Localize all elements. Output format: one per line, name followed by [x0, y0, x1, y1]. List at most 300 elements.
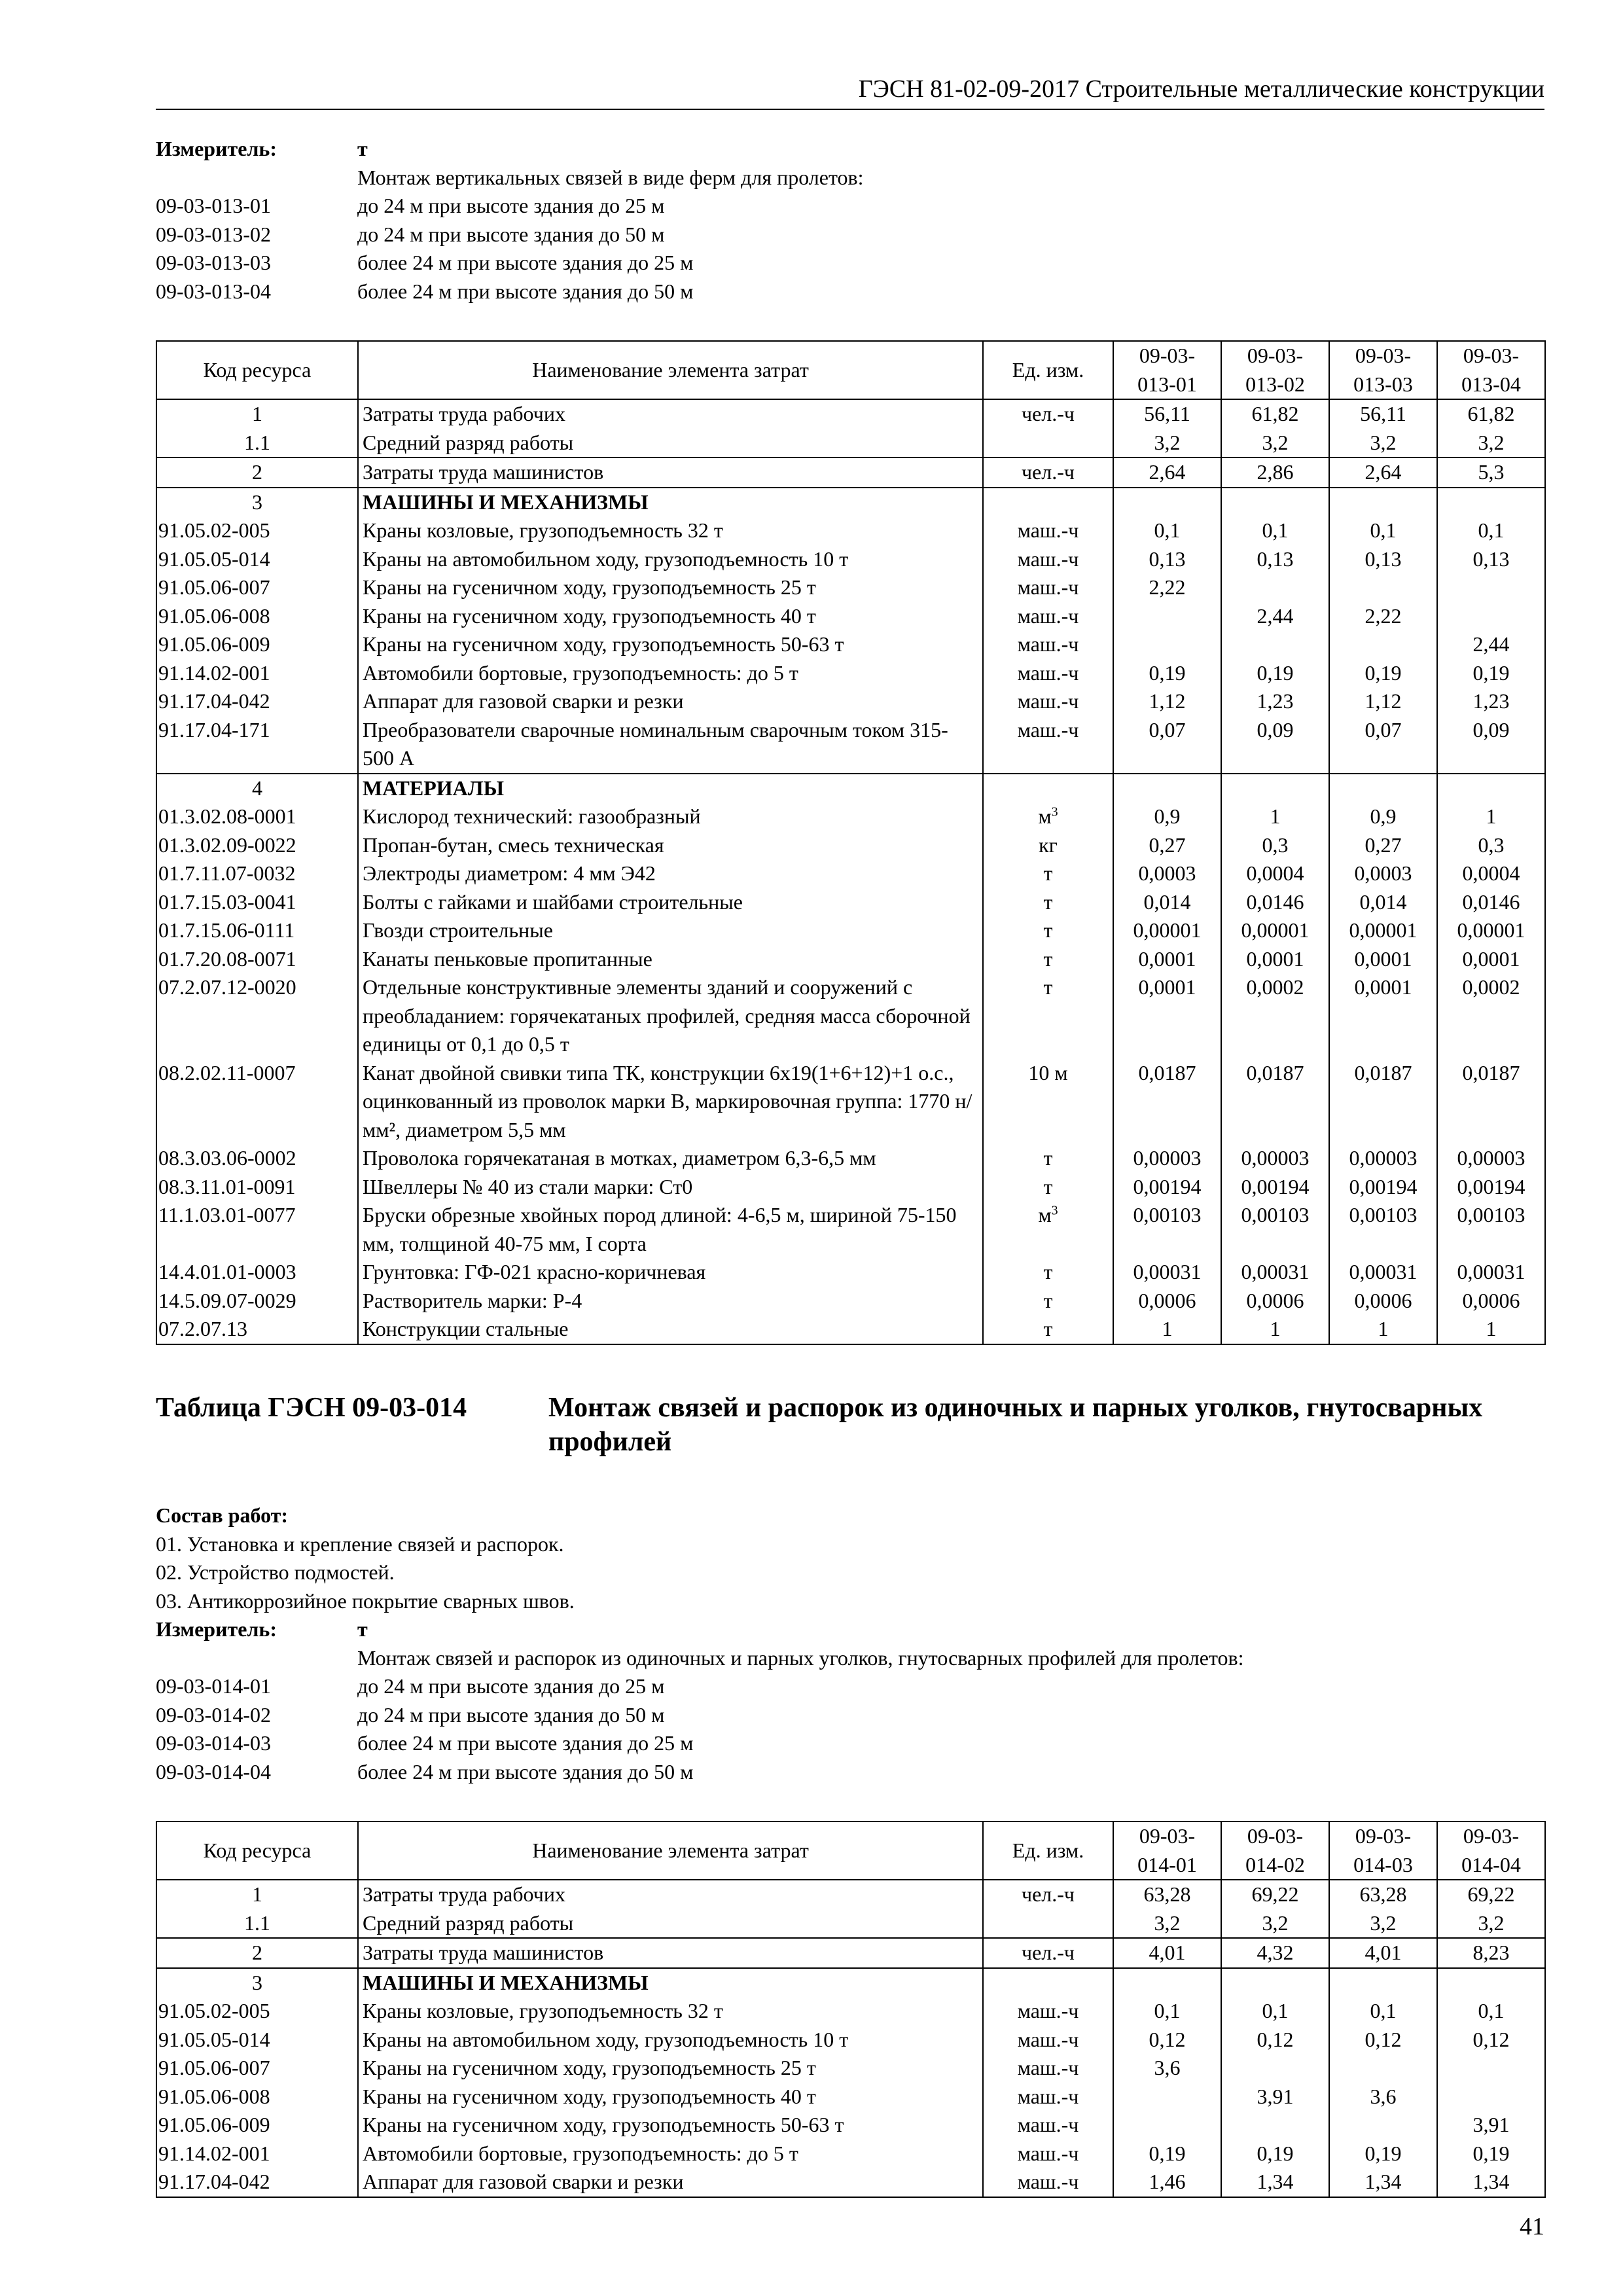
- resource-code: 1: [156, 1880, 358, 1909]
- unit-text: маш.-ч: [1017, 632, 1079, 656]
- header-norm-code: [1329, 1821, 1437, 1880]
- resource-name: Болты с гайками и шайбами строительные: [358, 888, 983, 917]
- resource-code: 08.3.11.01-0091: [156, 1173, 358, 1202]
- resource-name: Затраты труда машинистов: [358, 1938, 983, 1968]
- norm-value: 0,1: [1113, 1997, 1221, 2026]
- table-row: [156, 399, 1545, 429]
- norm-value: 0,00003: [1221, 1144, 1329, 1173]
- resource-name: МАТЕРИАЛЫ: [358, 774, 983, 803]
- unit-text: маш.-ч: [1017, 717, 1079, 742]
- resource-unit: [983, 687, 1113, 716]
- norm-value: [1113, 1968, 1221, 1998]
- norm-value: 0,00103: [1113, 1201, 1221, 1258]
- resource-unit: [983, 1997, 1113, 2026]
- norm-value: [1113, 602, 1221, 631]
- resource-name: Краны козловые, грузоподъемность 32 т: [358, 1997, 983, 2026]
- meter-text: более 24 м при высоте здания до 25 м: [357, 251, 694, 274]
- meter-text: более 24 м при высоте здания до 25 м: [357, 1731, 694, 1755]
- unit-text: маш.-ч: [1017, 1999, 1079, 2022]
- meter-code: 09-03-013-02: [156, 222, 271, 246]
- norm-value: [1221, 488, 1329, 517]
- norm-value: 0,19: [1221, 659, 1329, 688]
- table-row: [156, 2111, 1545, 2140]
- meter-label: Измеритель:: [156, 137, 277, 160]
- norm-value: 3,6: [1329, 2083, 1437, 2111]
- resource-name: Грунтовка: ГФ-021 красно-коричневая: [358, 1258, 983, 1287]
- norm-value: 0,19: [1329, 659, 1437, 688]
- unit-text: чел.-ч: [1021, 1941, 1075, 1964]
- norms-table-013: [156, 340, 1546, 1345]
- norm-value: [1113, 774, 1221, 803]
- norm-value: 1,12: [1113, 687, 1221, 716]
- norm-value: [1437, 488, 1545, 517]
- table-row: [156, 1938, 1545, 1968]
- resource-unit: [983, 630, 1113, 659]
- resource-code: 91.05.06-009: [156, 630, 358, 659]
- header-name: Наименование элемента затрат: [358, 341, 983, 399]
- norm-value: 0,0006: [1221, 1287, 1329, 1316]
- norm-value: [1437, 573, 1545, 602]
- norm-value: 1,34: [1221, 2168, 1329, 2197]
- norm-value: [1221, 573, 1329, 602]
- table-row: [156, 457, 1545, 488]
- resource-unit: [983, 2083, 1113, 2111]
- resource-unit: [983, 1938, 1113, 1968]
- table-row: [156, 1258, 1545, 1287]
- norm-value: 0,00103: [1329, 1201, 1437, 1258]
- norm-value: [1113, 2111, 1221, 2140]
- norm-value: [1329, 630, 1437, 659]
- resource-code: 1.1: [156, 1909, 358, 1939]
- resource-unit: [983, 802, 1113, 831]
- header-name: Наименование элемента затрат: [358, 1821, 983, 1880]
- norm-value: 0,1: [1437, 1997, 1545, 2026]
- norm-value: 3,91: [1221, 2083, 1329, 2111]
- resource-name: Краны на гусеничном ходу, грузоподъемность 25 т: [358, 573, 983, 602]
- norm-value: 3,2: [1221, 1909, 1329, 1939]
- norm-value: [1437, 774, 1545, 803]
- norms-table-014: [156, 1821, 1546, 2198]
- norm-value: [1329, 2111, 1437, 2140]
- resource-name: Краны на гусеничном ходу, грузоподъемность 50-63 т: [358, 630, 983, 659]
- table-row: [156, 573, 1545, 602]
- resource-code: 1.1: [156, 429, 358, 458]
- norm-value: 0,0004: [1437, 859, 1545, 888]
- resource-name: Электроды диаметром: 4 мм Э42: [358, 859, 983, 888]
- header-code: Код ресурса: [156, 341, 358, 399]
- header-unit: Ед. изм.: [983, 1821, 1113, 1880]
- composition-item: 01. Установка и крепление связей и распорок.: [156, 1532, 564, 1556]
- norm-value: 0,00001: [1437, 916, 1545, 945]
- norm-value: 0,1: [1113, 516, 1221, 545]
- norm-value: 3,2: [1437, 1909, 1545, 1939]
- header-norm-code-b: 014-01: [1137, 1852, 1197, 1876]
- norm-value: 0,27: [1329, 831, 1437, 860]
- norm-value: 61,82: [1437, 399, 1545, 429]
- resource-code: 01.7.11.07-0032: [156, 859, 358, 888]
- resource-code: 91.05.06-009: [156, 2111, 358, 2140]
- resource-name: Швеллеры № 40 из стали марки: Ст0: [358, 1173, 983, 1202]
- meter-text: более 24 м при высоте здания до 50 м: [357, 1759, 694, 1784]
- resource-name: МАШИНЫ И МЕХАНИЗМЫ: [358, 488, 983, 517]
- table-row: [156, 488, 1545, 517]
- meter-text: до 24 м при высоте здания до 25 м: [357, 1674, 665, 1698]
- resource-code: 08.2.02.11-0007: [156, 1059, 358, 1145]
- header-unit: Ед. изм.: [983, 341, 1113, 399]
- work-composition: [156, 1501, 575, 1615]
- norm-value: 2,44: [1221, 602, 1329, 631]
- meter-text: более 24 м при высоте здания до 50 м: [357, 279, 694, 303]
- resource-code: 3: [156, 488, 358, 517]
- header-norm-code-b: 014-02: [1245, 1852, 1305, 1876]
- norm-value: 1,34: [1329, 2168, 1437, 2197]
- norm-value: 0,19: [1221, 2140, 1329, 2168]
- resource-code: 2: [156, 1938, 358, 1968]
- unit-text: маш.-ч: [1017, 689, 1079, 713]
- unit-text: 10 м: [1028, 1060, 1068, 1085]
- norm-value: [1437, 2054, 1545, 2083]
- table-caption: Монтаж связей и распорок из одиночных и парных уголков, гнутосварных профилей: [548, 1393, 1483, 1457]
- header-norm-code-a: 09-03-: [1463, 1824, 1520, 1848]
- norm-value: 0,1: [1329, 1997, 1437, 2026]
- norm-value: 1: [1113, 1315, 1221, 1344]
- table-row: [156, 716, 1545, 774]
- resource-code: 11.1.03.01-0077: [156, 1201, 358, 1258]
- norm-value: 0,09: [1437, 716, 1545, 774]
- resource-unit: [983, 545, 1113, 574]
- norm-value: [1221, 2111, 1329, 2140]
- header-norm-code-a: 09-03-: [1463, 344, 1520, 367]
- header-norm-code: [1221, 1821, 1329, 1880]
- resource-unit: [983, 602, 1113, 631]
- resource-code: 91.05.05-014: [156, 2026, 358, 2054]
- table-row: [156, 630, 1545, 659]
- norm-value: 0,3: [1221, 831, 1329, 860]
- norm-value: 0,12: [1437, 2026, 1545, 2054]
- resource-code: 4: [156, 774, 358, 803]
- resource-code: 01.3.02.08-0001: [156, 802, 358, 831]
- meter-code: 09-03-013-01: [156, 194, 271, 217]
- norm-value: 2,64: [1113, 457, 1221, 488]
- table-row: [156, 659, 1545, 688]
- table-row: [156, 1968, 1545, 1998]
- meter-intro: Монтаж вертикальных связей в виде ферм для пролетов:: [357, 165, 864, 189]
- norm-value: 0,0006: [1437, 1287, 1545, 1316]
- unit-text: т: [1043, 1146, 1053, 1170]
- norm-value: [1329, 573, 1437, 602]
- norm-value: 0,07: [1329, 716, 1437, 774]
- table-row: [156, 945, 1545, 974]
- norm-value: 0,19: [1113, 2140, 1221, 2168]
- norm-value: 0,19: [1437, 2140, 1545, 2168]
- resource-name: Бруски обрезные хвойных пород длиной: 4-6,5 м, шириной 75-150 мм, толщиной 40-75 мм, I сорта: [358, 1201, 983, 1258]
- resource-code: 91.05.06-008: [156, 602, 358, 631]
- norm-value: 0,00031: [1221, 1258, 1329, 1287]
- resource-name: Аппарат для газовой сварки и резки: [358, 2168, 983, 2197]
- resource-name: Краны на гусеничном ходу, грузоподъемность 40 т: [358, 2083, 983, 2111]
- table-row: [156, 973, 1545, 1059]
- resource-name: МАШИНЫ И МЕХАНИЗМЫ: [358, 1968, 983, 1998]
- unit-text: т: [1043, 1317, 1053, 1340]
- unit-text: маш.-ч: [1017, 547, 1079, 571]
- resource-code: 07.2.07.12-0020: [156, 973, 358, 1059]
- table-row: [156, 545, 1545, 574]
- norm-value: 63,28: [1329, 1880, 1437, 1909]
- norm-value: 0,13: [1437, 545, 1545, 574]
- table-row: [156, 1909, 1545, 1939]
- resource-code: 01.7.20.08-0071: [156, 945, 358, 974]
- header-norm-code: [1221, 341, 1329, 399]
- resource-unit: [983, 2026, 1113, 2054]
- resource-unit: [983, 831, 1113, 860]
- resource-code: 01.7.15.06-0111: [156, 916, 358, 945]
- resource-code: 3: [156, 1968, 358, 1998]
- resource-unit: [983, 659, 1113, 688]
- norm-value: 0,00103: [1221, 1201, 1329, 1258]
- composition-label: Состав работ:: [156, 1503, 289, 1527]
- unit-text: т: [1043, 861, 1053, 885]
- norm-value: 0,12: [1113, 2026, 1221, 2054]
- norm-value: 0,0002: [1437, 973, 1545, 1059]
- norm-value: 0,13: [1329, 545, 1437, 574]
- norm-value: 0,0187: [1113, 1059, 1221, 1145]
- meter-code: 09-03-013-04: [156, 279, 271, 303]
- norm-value: 0,00001: [1113, 916, 1221, 945]
- norm-value: 0,0146: [1437, 888, 1545, 917]
- meter-intro: Монтаж связей и распорок из одиночных и парных уголков, гнутосварных профилей для пролетов:: [357, 1645, 1244, 1670]
- resource-name: Аппарат для газовой сварки и резки: [358, 687, 983, 716]
- resource-name: Затраты труда рабочих: [358, 1880, 983, 1909]
- resource-unit: [983, 1968, 1113, 1998]
- resource-name: Проволока горячекатаная в мотках, диаметром 6,3-6,5 мм: [358, 1144, 983, 1173]
- norm-value: [1437, 1968, 1545, 1998]
- meter-code: 09-03-013-03: [156, 251, 271, 274]
- header-norm-code: [1329, 341, 1437, 399]
- meter-code: 09-03-014-02: [156, 1702, 271, 1727]
- composition-item: 02. Устройство подмостей.: [156, 1560, 395, 1584]
- table-header-row: [156, 1821, 1545, 1880]
- norm-value: [1113, 488, 1221, 517]
- table-row: [156, 774, 1545, 803]
- norm-value: 0,0003: [1113, 859, 1221, 888]
- unit-text: чел.-ч: [1021, 460, 1075, 484]
- norm-value: 0,1: [1437, 516, 1545, 545]
- resource-unit: [983, 945, 1113, 974]
- norm-value: 2,22: [1329, 602, 1437, 631]
- resource-name: Краны на гусеничном ходу, грузоподъемность 50-63 т: [358, 2111, 983, 2140]
- resource-code: 91.05.05-014: [156, 545, 358, 574]
- norm-value: 0,0187: [1221, 1059, 1329, 1145]
- unit-superscript: 3: [1051, 804, 1058, 819]
- resource-unit: [983, 516, 1113, 545]
- resource-name: Пропан-бутан, смесь техническая: [358, 831, 983, 860]
- norm-value: [1221, 1968, 1329, 1998]
- table-row: [156, 1201, 1545, 1258]
- table-row: [156, 859, 1545, 888]
- unit-text: м: [1038, 1203, 1052, 1227]
- unit-text: маш.-ч: [1017, 2084, 1079, 2108]
- norm-value: 1: [1437, 1315, 1545, 1344]
- resource-unit: [983, 2168, 1113, 2197]
- resource-unit: [983, 1144, 1113, 1173]
- norm-value: 1,34: [1437, 2168, 1545, 2197]
- resource-name: Средний разряд работы: [358, 429, 983, 458]
- norm-value: 61,82: [1221, 399, 1329, 429]
- header-norm-code: [1113, 341, 1221, 399]
- norm-value: 0,07: [1113, 716, 1221, 774]
- table-row: [156, 1880, 1545, 1909]
- norm-value: 3,2: [1437, 429, 1545, 458]
- norm-value: 0,13: [1113, 545, 1221, 574]
- resource-unit: [983, 429, 1113, 458]
- resource-code: 91.17.04-042: [156, 2168, 358, 2197]
- resource-name: Гвозди строительные: [358, 916, 983, 945]
- meter-block-1: [156, 135, 1544, 306]
- resource-unit: [983, 573, 1113, 602]
- norm-value: 0,0187: [1329, 1059, 1437, 1145]
- table-row: [156, 1997, 1545, 2026]
- norm-value: 0,00031: [1437, 1258, 1545, 1287]
- meter-unit: т: [357, 137, 368, 160]
- norm-value: 0,00031: [1113, 1258, 1221, 1287]
- resource-unit: [983, 1287, 1113, 1316]
- norm-value: 3,91: [1437, 2111, 1545, 2140]
- composition-item: 03. Антикоррозийное покрытие сварных швов.: [156, 1588, 575, 1613]
- resource-unit: [983, 2054, 1113, 2083]
- norm-value: [1221, 2054, 1329, 2083]
- header-norm-code-a: 09-03-: [1139, 1824, 1196, 1848]
- norm-value: 4,01: [1329, 1938, 1437, 1968]
- norm-value: 0,0146: [1221, 888, 1329, 917]
- norm-value: 0,0001: [1329, 973, 1437, 1059]
- norm-value: 3,2: [1113, 429, 1221, 458]
- norm-value: 1,12: [1329, 687, 1437, 716]
- norm-value: [1221, 774, 1329, 803]
- norm-value: 1,23: [1221, 687, 1329, 716]
- norm-value: 0,9: [1113, 802, 1221, 831]
- table-row: [156, 1315, 1545, 1344]
- resource-unit: [983, 488, 1113, 517]
- unit-text: т: [1043, 889, 1053, 914]
- unit-text: маш.-ч: [1017, 2141, 1079, 2165]
- page-header: [156, 73, 1544, 110]
- norm-value: 0,00001: [1329, 916, 1437, 945]
- norm-value: 1,23: [1437, 687, 1545, 716]
- table-row: [156, 2083, 1545, 2111]
- norm-value: 0,27: [1113, 831, 1221, 860]
- norm-value: 0,1: [1221, 516, 1329, 545]
- header-norm-code-a: 09-03-: [1247, 344, 1304, 367]
- resource-code: 08.3.03.06-0002: [156, 1144, 358, 1173]
- table-number: Таблица ГЭСН 09-03-014: [156, 1393, 467, 1423]
- norm-value: 0,00001: [1221, 916, 1329, 945]
- resource-unit: [983, 888, 1113, 917]
- resource-name: Канаты пеньковые пропитанные: [358, 945, 983, 974]
- norm-value: 3,2: [1329, 429, 1437, 458]
- resource-unit: [983, 457, 1113, 488]
- norm-value: 0,0001: [1437, 945, 1545, 974]
- table-row: [156, 1144, 1545, 1173]
- norm-value: 0,014: [1113, 888, 1221, 917]
- norm-value: 0,0002: [1221, 973, 1329, 1059]
- resource-code: 91.05.06-007: [156, 2054, 358, 2083]
- norm-value: 0,0187: [1437, 1059, 1545, 1145]
- norm-value: 0,00003: [1329, 1144, 1437, 1173]
- resource-unit: [983, 1880, 1113, 1909]
- resource-unit: [983, 1909, 1113, 1939]
- table-row: [156, 2140, 1545, 2168]
- header-norm-code: [1437, 341, 1545, 399]
- resource-unit: [983, 1201, 1113, 1258]
- unit-text: т: [1043, 975, 1053, 999]
- norm-value: 0,09: [1221, 716, 1329, 774]
- resource-name: Краны на гусеничном ходу, грузоподъемность 25 т: [358, 2054, 983, 2083]
- norm-value: 1: [1437, 802, 1545, 831]
- norm-value: 0,00003: [1437, 1144, 1545, 1173]
- resource-name: Отдельные конструктивные элементы зданий и сооружений с преобладанием: горячекатаных профилей, средняя масса сборочной единицы от 0,1 до 0,5 т: [358, 973, 983, 1059]
- resource-code: 91.05.02-005: [156, 516, 358, 545]
- norm-value: 0,12: [1221, 2026, 1329, 2054]
- norm-value: 1: [1221, 1315, 1329, 1344]
- norm-value: [1437, 2083, 1545, 2111]
- header-code: Код ресурса: [156, 1821, 358, 1880]
- header-norm-code-a: 09-03-: [1355, 344, 1412, 367]
- resource-unit: [983, 1059, 1113, 1145]
- resource-code: 2: [156, 457, 358, 488]
- header-norm-code-b: 013-04: [1461, 372, 1521, 396]
- norm-value: 0,1: [1221, 1997, 1329, 2026]
- unit-text: чел.-ч: [1021, 402, 1075, 425]
- resource-unit: [983, 973, 1113, 1059]
- meter-code: 09-03-014-01: [156, 1674, 271, 1698]
- resource-name: Затраты труда рабочих: [358, 399, 983, 429]
- norm-value: 4,01: [1113, 1938, 1221, 1968]
- resource-unit: [983, 2111, 1113, 2140]
- norm-value: [1437, 602, 1545, 631]
- table-row: [156, 687, 1545, 716]
- norm-value: 0,014: [1329, 888, 1437, 917]
- meter-unit: т: [357, 1617, 368, 1641]
- table-row: [156, 602, 1545, 631]
- norm-value: 0,9: [1329, 802, 1437, 831]
- resource-name: Канат двойной свивки типа ТК, конструкции 6х19(1+6+12)+1 о.с., оцинкованный из проволок марки В, маркировочная группа: 1770 н/мм², диаметром 5,5 мм: [358, 1059, 983, 1145]
- norm-value: 3,2: [1113, 1909, 1221, 1939]
- table-row: [156, 1059, 1545, 1145]
- unit-text: маш.-ч: [1017, 2056, 1079, 2079]
- norm-value: 2,44: [1437, 630, 1545, 659]
- resource-unit: [983, 399, 1113, 429]
- resource-name: Растворитель марки: Р-4: [358, 1287, 983, 1316]
- unit-text: маш.-ч: [1017, 603, 1079, 628]
- resource-code: 01.7.15.03-0041: [156, 888, 358, 917]
- table-row: [156, 429, 1545, 458]
- norm-value: 0,0001: [1113, 945, 1221, 974]
- resource-name: Автомобили бортовые, грузоподъемность: до 5 т: [358, 2140, 983, 2168]
- norm-value: 1,46: [1113, 2168, 1221, 2197]
- norm-value: 0,0004: [1221, 859, 1329, 888]
- meter-text: до 24 м при высоте здания до 25 м: [357, 194, 665, 217]
- unit-text: маш.-ч: [1017, 575, 1079, 599]
- table-row: [156, 802, 1545, 831]
- resource-unit: [983, 2140, 1113, 2168]
- resource-unit: [983, 859, 1113, 888]
- norm-value: [1113, 630, 1221, 659]
- header-norm-code-a: 09-03-: [1139, 344, 1196, 367]
- norm-value: 0,0001: [1113, 973, 1221, 1059]
- resource-unit: [983, 1315, 1113, 1344]
- table-row: [156, 2026, 1545, 2054]
- norm-value: 0,19: [1113, 659, 1221, 688]
